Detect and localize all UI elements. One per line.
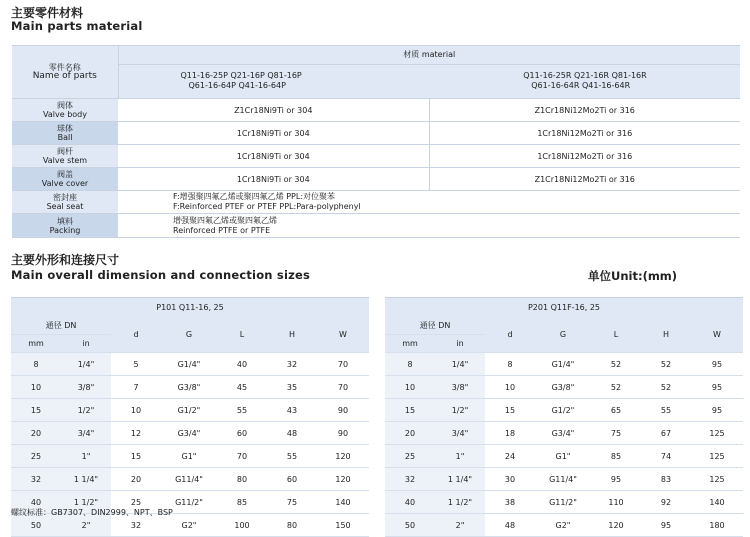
- d-value: 32: [111, 514, 161, 537]
- dn-mm: 40: [11, 491, 61, 514]
- dn-in: 1 1/4": [61, 468, 111, 491]
- h-value: 43: [267, 399, 317, 422]
- models-left-line1: Q11-16-25P Q21-16P Q81-16P: [180, 71, 302, 80]
- part-cn: 阀杆: [57, 147, 73, 156]
- l-value: 100: [217, 514, 267, 537]
- dn-mm: 20: [385, 422, 435, 445]
- dn-in: 2": [435, 514, 485, 537]
- material-row-valve-cover: [12, 168, 740, 191]
- dn-in: 1/2": [61, 399, 111, 422]
- dn-in: 1/4": [435, 353, 485, 376]
- part-en: Ball: [57, 133, 73, 142]
- material-left: 1Cr18Ni9Ti or 304: [118, 122, 429, 145]
- dn-header: 通径 DN: [385, 317, 485, 335]
- h-value: 74: [641, 445, 691, 468]
- dn-in: 1 1/4": [435, 468, 485, 491]
- d-value: 18: [485, 422, 535, 445]
- part-en: Valve body: [43, 110, 87, 119]
- table-row: [11, 376, 369, 399]
- g-value: G3/8": [161, 376, 217, 399]
- d-value: 10: [485, 376, 535, 399]
- seal-line-en: F:Reinforced PTEF or PTEF PPL:Para-polyphenyl: [173, 202, 361, 211]
- l-value: 110: [591, 491, 641, 514]
- d-value: 8: [485, 353, 535, 376]
- material-left: Z1Cr18Ni9Ti or 304: [118, 99, 429, 122]
- dimension-table-p101: [11, 297, 369, 537]
- dn-mm: 25: [11, 445, 61, 468]
- d-value: 7: [111, 376, 161, 399]
- l-value: 52: [591, 376, 641, 399]
- l-value: 65: [591, 399, 641, 422]
- material-row-packing: [12, 214, 740, 238]
- h-value: 80: [267, 514, 317, 537]
- w-value: 90: [317, 422, 369, 445]
- part-en: Valve stem: [42, 156, 88, 165]
- dimension-table-title: P101 Q11-16, 25: [11, 297, 369, 317]
- w-value: 120: [317, 445, 369, 468]
- h-value: 55: [267, 445, 317, 468]
- g-header: G: [535, 317, 591, 353]
- dn-mm: 8: [385, 353, 435, 376]
- dn-mm: 25: [385, 445, 435, 468]
- materials-table: [12, 45, 740, 238]
- dn-mm: 8: [11, 353, 61, 376]
- table-row: [385, 491, 743, 514]
- dimensions-title-en: Main overall dimension and connection sizes: [11, 268, 311, 282]
- table-row: [11, 399, 369, 422]
- dn-in: 3/4": [61, 422, 111, 445]
- dn-mm: 15: [11, 399, 61, 422]
- dimension-table-p201: [385, 297, 743, 537]
- models-left-line2: Q61-16-64P Q41-16-64P: [188, 81, 286, 90]
- material-left: 1Cr18Ni9Ti or 304: [118, 168, 429, 191]
- l-value: 85: [591, 445, 641, 468]
- w-value: 140: [691, 491, 743, 514]
- l-value: 120: [591, 514, 641, 537]
- dn-mm: 20: [11, 422, 61, 445]
- h-value: 92: [641, 491, 691, 514]
- dn-in: 3/4": [435, 422, 485, 445]
- material-right: Z1Cr18Ni12Mo2Ti or 316: [429, 99, 740, 122]
- l-value: 55: [217, 399, 267, 422]
- h-value: 52: [641, 353, 691, 376]
- unit-label: 单位Unit:(mm): [588, 269, 678, 283]
- g-value: G1/2": [535, 399, 591, 422]
- g-value: G1/4": [161, 353, 217, 376]
- h-value: 83: [641, 468, 691, 491]
- d-header: d: [485, 317, 535, 353]
- w-value: 140: [317, 491, 369, 514]
- table-row: [385, 445, 743, 468]
- part-cn: 阀盖: [57, 170, 73, 179]
- dn-in: 1": [435, 445, 485, 468]
- w-value: 95: [691, 399, 743, 422]
- part-cn: 密封座: [53, 193, 77, 202]
- dn-in: 1/4": [61, 353, 111, 376]
- in-header: in: [61, 335, 111, 353]
- dn-in: 2": [61, 514, 111, 537]
- d-value: 15: [111, 445, 161, 468]
- table-row: [385, 422, 743, 445]
- packing-line-cn: 增强聚四氟乙烯或聚四氟乙烯: [173, 215, 277, 225]
- h-header: H: [267, 317, 317, 353]
- dn-in: 1 1/2": [435, 491, 485, 514]
- part-cn: 球体: [57, 124, 73, 133]
- part-cn: 阀体: [57, 101, 73, 110]
- d-value: 38: [485, 491, 535, 514]
- l-value: 95: [591, 468, 641, 491]
- d-value: 20: [111, 468, 161, 491]
- dn-mm: 40: [385, 491, 435, 514]
- material-row-seal-seat: [12, 191, 740, 214]
- table-row: [11, 445, 369, 468]
- w-value: 125: [691, 422, 743, 445]
- dn-mm: 15: [385, 399, 435, 422]
- h-value: 48: [267, 422, 317, 445]
- w-value: 95: [691, 353, 743, 376]
- material-row-valve-body: [12, 99, 740, 122]
- h-value: 32: [267, 353, 317, 376]
- l-value: 60: [217, 422, 267, 445]
- models-right-line2: Q61-16-64R Q41-16-64R: [531, 81, 631, 90]
- dn-in: 3/8": [435, 376, 485, 399]
- part-en: Seal seat: [46, 202, 84, 211]
- material-left: 1Cr18Ni9Ti or 304: [118, 145, 429, 168]
- h-value: 52: [641, 376, 691, 399]
- d-value: 12: [111, 422, 161, 445]
- w-value: 70: [317, 353, 369, 376]
- g-value: G1/2": [161, 399, 217, 422]
- w-value: 95: [691, 376, 743, 399]
- part-en: Valve cover: [41, 179, 89, 188]
- l-value: 80: [217, 468, 267, 491]
- d-value: 24: [485, 445, 535, 468]
- dn-mm: 50: [385, 514, 435, 537]
- part-en: Packing: [49, 225, 81, 235]
- dn-mm: 10: [385, 376, 435, 399]
- thread-standard-footnote: 螺纹标准：GB7307、DIN2999、NPT、BSP: [11, 508, 173, 517]
- dn-mm: 32: [11, 468, 61, 491]
- g-value: G11/4": [161, 468, 217, 491]
- dimension-grid: [385, 317, 743, 537]
- table-row: [385, 468, 743, 491]
- dimension-table-title: P201 Q11F-16, 25: [385, 297, 743, 317]
- h-value: 67: [641, 422, 691, 445]
- dn-mm: 10: [11, 376, 61, 399]
- h-header: H: [641, 317, 691, 353]
- w-header: W: [317, 317, 369, 353]
- materials-header-row: [12, 46, 740, 99]
- name-of-parts-header: [12, 46, 118, 99]
- dn-mm: 32: [385, 468, 435, 491]
- d-header: d: [111, 317, 161, 353]
- dn-in: 1": [61, 445, 111, 468]
- h-value: 35: [267, 376, 317, 399]
- l-value: 85: [217, 491, 267, 514]
- l-value: 52: [591, 353, 641, 376]
- dn-mm: 50: [11, 514, 61, 537]
- l-header: L: [591, 317, 641, 353]
- g-value: G3/4": [161, 422, 217, 445]
- w-value: 180: [691, 514, 743, 537]
- h-value: 95: [641, 514, 691, 537]
- w-value: 120: [317, 468, 369, 491]
- l-header: L: [217, 317, 267, 353]
- g-value: G1": [161, 445, 217, 468]
- material-right: 1Cr18Ni12Mo2Ti or 316: [429, 122, 740, 145]
- h-value: 60: [267, 468, 317, 491]
- dn-in: 1/2": [435, 399, 485, 422]
- material-right: 1Cr18Ni12Mo2Ti or 316: [429, 145, 740, 168]
- table-row: [11, 468, 369, 491]
- mm-header: mm: [11, 335, 61, 353]
- in-header: in: [435, 335, 485, 353]
- d-value: 15: [485, 399, 535, 422]
- table-row: [11, 353, 369, 376]
- table-row: [385, 514, 743, 537]
- w-value: 150: [317, 514, 369, 537]
- h-value: 55: [641, 399, 691, 422]
- part-cn: 填料: [57, 216, 73, 226]
- material-header-cell: [118, 46, 740, 99]
- dn-in: 1 1/2": [61, 491, 111, 514]
- mm-header: mm: [385, 335, 435, 353]
- g-value: G2": [535, 514, 591, 537]
- g-header: G: [161, 317, 217, 353]
- packing-line-en: Reinforced PTFE or PTFE: [173, 225, 271, 235]
- dn-header: 通径 DN: [11, 317, 111, 335]
- table-row: [385, 376, 743, 399]
- w-value: 125: [691, 468, 743, 491]
- l-value: 45: [217, 376, 267, 399]
- l-value: 70: [217, 445, 267, 468]
- dimensions-title-cn: 主要外形和连接尺寸: [11, 253, 120, 267]
- dimension-grid: [11, 317, 369, 537]
- h-value: 75: [267, 491, 317, 514]
- table-row: [385, 399, 743, 422]
- materials-title-en: Main parts material: [11, 19, 143, 33]
- material-row-ball: [12, 122, 740, 145]
- models-right-line1: Q11-16-25R Q21-16R Q81-16R: [523, 71, 647, 80]
- g-value: G1/4": [535, 353, 591, 376]
- w-value: 70: [317, 376, 369, 399]
- material-right: Z1Cr18Ni12Mo2Ti or 316: [429, 168, 740, 191]
- d-value: 10: [111, 399, 161, 422]
- g-value: G2": [161, 514, 217, 537]
- g-value: G11/4": [535, 468, 591, 491]
- g-value: G1": [535, 445, 591, 468]
- w-header: W: [691, 317, 743, 353]
- g-value: G3/4": [535, 422, 591, 445]
- g-value: G11/2": [161, 491, 217, 514]
- material-header-label: 材质 material: [119, 46, 741, 65]
- d-value: 25: [111, 491, 161, 514]
- table-row: [385, 353, 743, 376]
- l-value: 75: [591, 422, 641, 445]
- l-value: 40: [217, 353, 267, 376]
- seal-line-cn: F:增强聚四氟乙烯或聚四氟乙烯 PPL:对位聚苯: [173, 192, 336, 201]
- name-of-parts-cn: 零件名称: [48, 63, 81, 72]
- material-row-valve-stem: [12, 145, 740, 168]
- w-value: 125: [691, 445, 743, 468]
- table-row: [11, 422, 369, 445]
- g-value: G3/8": [535, 376, 591, 399]
- name-of-parts-en: Name of parts: [32, 71, 97, 81]
- d-value: 5: [111, 353, 161, 376]
- d-value: 30: [485, 468, 535, 491]
- d-value: 48: [485, 514, 535, 537]
- w-value: 90: [317, 399, 369, 422]
- materials-title-cn: 主要零件材料: [11, 6, 84, 20]
- dn-in: 3/8": [61, 376, 111, 399]
- g-value: G11/2": [535, 491, 591, 514]
